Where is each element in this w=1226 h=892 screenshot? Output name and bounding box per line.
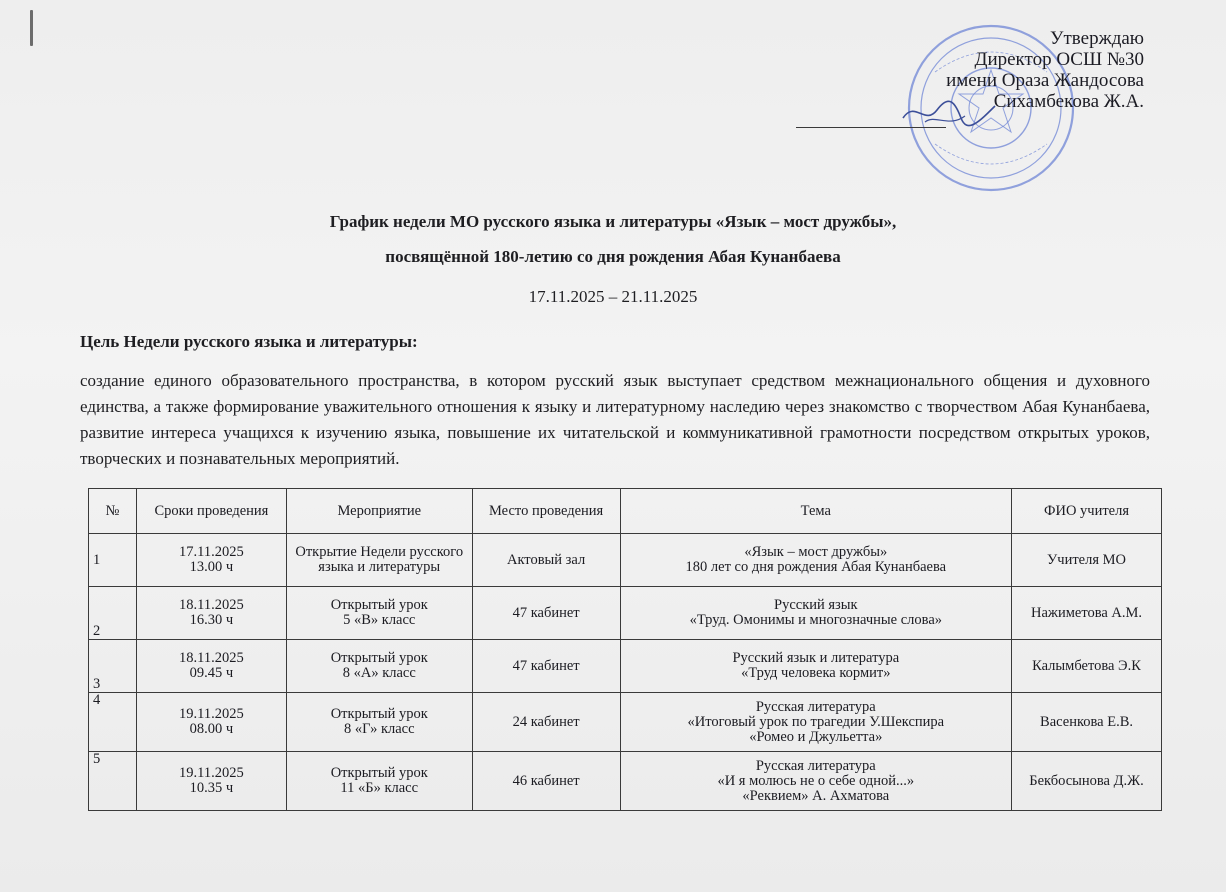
row-topic bbox=[620, 752, 1012, 811]
event-dates: 17.11.2025 – 21.11.2025 bbox=[528, 287, 698, 306]
row-topic-line: Русский язык и литература bbox=[732, 650, 900, 666]
header-place: Место проведения bbox=[472, 489, 620, 534]
table-row bbox=[89, 693, 1162, 752]
table-row bbox=[89, 752, 1162, 811]
row-datetime bbox=[136, 640, 286, 693]
row-teacher: Калымбетова Э.К bbox=[1012, 640, 1162, 693]
row-topic-line: «Ромео и Джульетта» bbox=[749, 728, 883, 745]
row-number: 2 bbox=[89, 587, 137, 640]
header-number: № bbox=[89, 489, 137, 534]
table-row bbox=[89, 587, 1162, 640]
row-date: 19.11.2025 bbox=[179, 706, 244, 722]
row-time: 09.45 ч bbox=[189, 665, 234, 681]
header-dates: Сроки проведения bbox=[136, 489, 286, 534]
row-date: 18.11.2025 bbox=[179, 597, 244, 613]
row-event-class: 5 «В» класс bbox=[343, 612, 416, 628]
row-time: 13.00 ч bbox=[189, 559, 234, 575]
approval-line-director: Директор ОСШ №30 bbox=[974, 49, 1144, 70]
row-topic-line: «И я молюсь не о себе одной...» bbox=[717, 772, 915, 789]
goal-heading: Цель Недели русского языка и литературы: bbox=[80, 332, 418, 351]
row-event-title: Открытие Недели русского языка и литературы bbox=[295, 544, 464, 575]
row-teacher: Бекбосынова Д.Ж. bbox=[1012, 752, 1162, 811]
row-place: 47 кабинет bbox=[472, 640, 620, 693]
row-topic-line: 180 лет со дня рождения Абая Кунанбаева bbox=[685, 559, 947, 575]
row-teacher: Учителя МО bbox=[1012, 534, 1162, 587]
document-subtitle: посвящённой 180-летию со дня рождения Абая Кунанбаева bbox=[385, 247, 841, 266]
row-topic bbox=[620, 640, 1012, 693]
row-topic-line: Русская литература bbox=[755, 757, 876, 774]
row-event bbox=[286, 640, 472, 693]
row-time: 08.00 ч bbox=[189, 721, 234, 737]
row-event-class: 8 «Г» класс bbox=[343, 721, 415, 737]
row-event-class: 11 «Б» класс bbox=[340, 780, 419, 796]
approval-block bbox=[946, 28, 1144, 112]
goal-text: создание единого образовательного пространства, в котором русский язык выступает средством межнационального общения и духовного единства, а также формирование уважительного отношения к языку и литературному наследию через знакомство с творчеством Абая Кунанбаева, развитие интереса учащихся к изучению языка, повышение их читательской и коммуникативной грамотности посредством открытых уроков, творческих и познавательных мероприятий. bbox=[80, 371, 1150, 468]
row-topic-line: Русская литература bbox=[755, 698, 876, 715]
row-event-title: Открытый урок bbox=[330, 597, 428, 613]
row-number: 4 bbox=[89, 693, 137, 752]
row-place: 24 кабинет bbox=[472, 693, 620, 752]
row-datetime bbox=[136, 693, 286, 752]
schedule-table bbox=[88, 488, 1162, 811]
row-place: 46 кабинет bbox=[472, 752, 620, 811]
header-event: Мероприятие bbox=[286, 489, 472, 534]
row-datetime bbox=[136, 534, 286, 587]
row-datetime bbox=[136, 587, 286, 640]
row-topic-line: «Итоговый урок по трагедии У.Шекспира bbox=[687, 713, 945, 730]
page-edge-mark bbox=[30, 10, 33, 46]
row-event bbox=[286, 587, 472, 640]
row-event-class: 8 «А» класс bbox=[342, 665, 416, 681]
row-event bbox=[286, 693, 472, 752]
header-teacher: ФИО учителя bbox=[1012, 489, 1162, 534]
row-topic bbox=[620, 534, 1012, 587]
row-topic-line: Русский язык bbox=[774, 597, 858, 613]
row-topic-line: «Язык – мост дружбы» bbox=[744, 544, 888, 560]
approval-line-approve: Утверждаю bbox=[1050, 28, 1144, 49]
row-event-title: Открытый урок bbox=[330, 650, 428, 666]
row-event bbox=[286, 752, 472, 811]
table-row bbox=[89, 534, 1162, 587]
row-number: 3 bbox=[89, 640, 137, 693]
row-event-title: Открытый урок bbox=[330, 706, 428, 722]
document-title: График недели МО русского языка и литературы «Язык – мост дружбы», bbox=[329, 212, 897, 231]
row-number: 5 bbox=[89, 752, 137, 811]
row-place: Актовый зал bbox=[472, 534, 620, 587]
row-topic-line: «Труд человека кормит» bbox=[741, 665, 891, 681]
row-event-title: Открытый урок bbox=[330, 765, 428, 781]
row-date: 19.11.2025 bbox=[179, 765, 244, 781]
row-topic-line: «Труд. Омонимы и многозначные слова» bbox=[689, 612, 942, 628]
row-number: 1 bbox=[89, 534, 137, 587]
row-topic bbox=[620, 587, 1012, 640]
header-topic: Тема bbox=[620, 489, 1012, 534]
row-teacher: Васенкова Е.В. bbox=[1012, 693, 1162, 752]
approval-line-director-name: Сихамбекова Ж.А. bbox=[993, 91, 1144, 112]
row-time: 16.30 ч bbox=[189, 612, 234, 628]
row-topic bbox=[620, 693, 1012, 752]
row-datetime bbox=[136, 752, 286, 811]
row-topic-line: «Реквием» А. Ахматова bbox=[742, 787, 890, 804]
table-header-row bbox=[89, 489, 1162, 534]
row-event bbox=[286, 534, 472, 587]
table-row bbox=[89, 640, 1162, 693]
signature-line bbox=[796, 127, 946, 128]
row-date: 18.11.2025 bbox=[179, 650, 244, 666]
row-time: 10.35 ч bbox=[189, 780, 234, 796]
row-date: 17.11.2025 bbox=[179, 544, 244, 560]
row-teacher: Нажиметова А.М. bbox=[1012, 587, 1162, 640]
approval-line-school-name: имени Ораза Жандосова bbox=[946, 70, 1144, 91]
row-place: 47 кабинет bbox=[472, 587, 620, 640]
